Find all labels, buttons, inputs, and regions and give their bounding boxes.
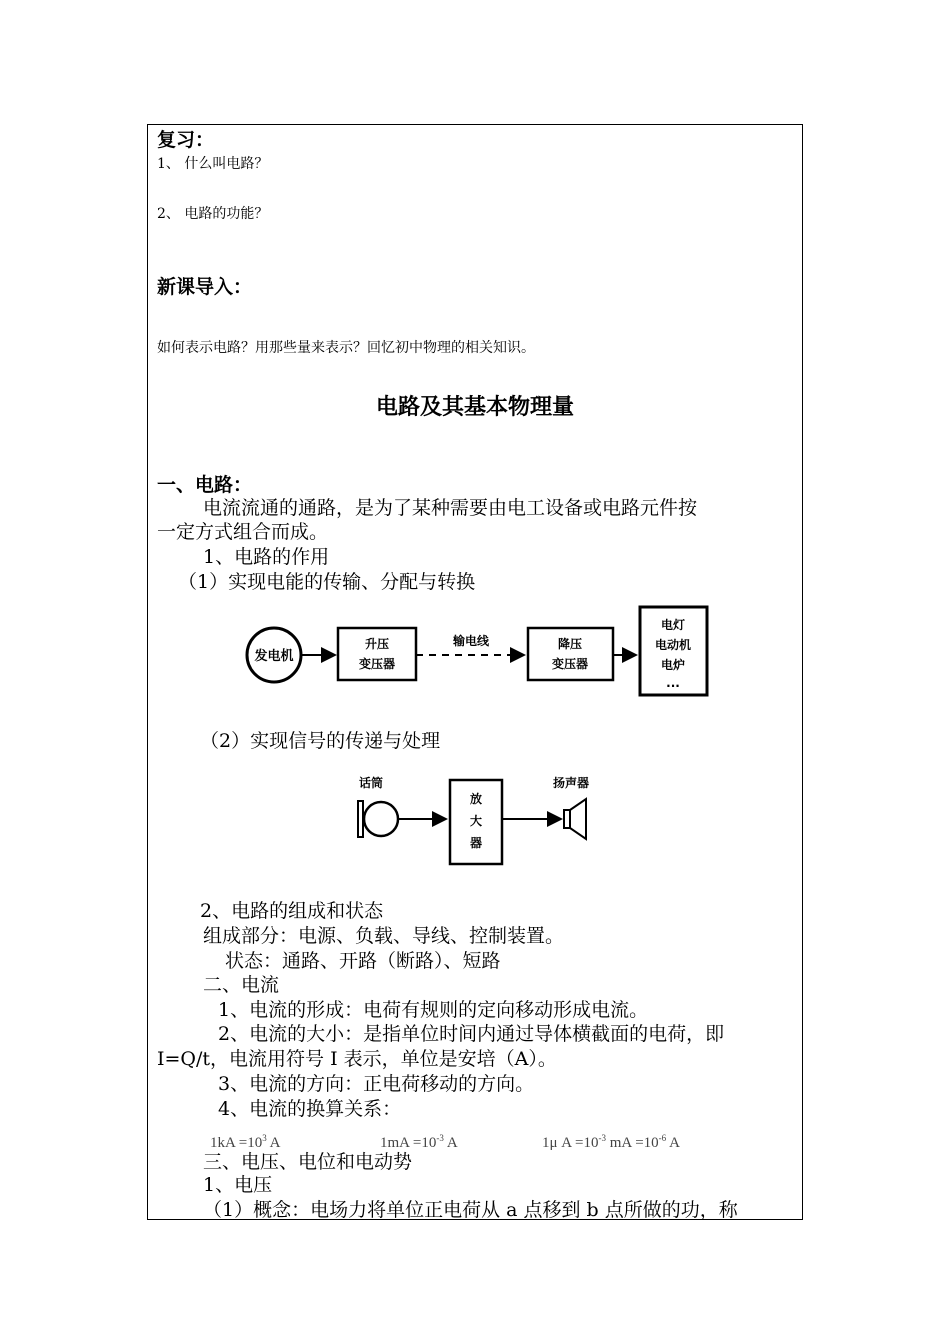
microphone-label: 话筒 xyxy=(358,776,384,790)
load-label-furnace: 电炉 xyxy=(660,658,686,672)
step-up-label-1: 升压 xyxy=(364,637,390,651)
amplifier-label-1: 放 xyxy=(469,792,483,806)
current-direction: 3、电流的方向：正电荷移动的方向。 xyxy=(218,1073,535,1095)
speaker-cone xyxy=(570,799,586,839)
function-item-1: （1）实现电能的传输、分配与转换 xyxy=(178,571,476,593)
load-label-lamp: 电灯 xyxy=(660,618,686,632)
circuit-composition-subheading: 2、电路的组成和状态 xyxy=(200,900,384,922)
current-magnitude-line2: I=Q/t，电流用符号 I 表示，单位是安培（A）。 xyxy=(157,1048,557,1070)
conversion-formula-ma: $1mA =10^{-3}$ A xyxy=(380,1133,458,1151)
step-down-transformer-box xyxy=(528,628,613,680)
step-up-transformer-box xyxy=(338,628,416,680)
conversion-formula-ua: 1μ $A =10^{-3}$ mA $=10^{-6}$ A xyxy=(542,1133,680,1151)
review-heading: 复习： xyxy=(157,129,215,151)
step-down-label-2: 变压器 xyxy=(551,657,589,671)
lesson-frame xyxy=(147,124,803,1220)
generator-label: 发电机 xyxy=(254,649,294,664)
amplifier-label-2: 大 xyxy=(469,814,483,828)
conversion-formula-ka: $1kA =10^3$ A xyxy=(210,1133,281,1151)
microphone-plate xyxy=(358,801,363,837)
current-conversion: 4、电流的换算关系： xyxy=(218,1098,402,1120)
load-label-motor: 电动机 xyxy=(654,638,692,652)
signal-processing-diagram xyxy=(353,775,603,875)
lesson-title: 电路及其基本物理量 xyxy=(375,395,574,420)
step-up-label-2: 变压器 xyxy=(358,657,396,671)
circuit-states: 状态：通路、开路（断路）、短路 xyxy=(225,950,501,972)
circuit-definition-line2: 一定方式组合而成。 xyxy=(157,521,329,543)
review-question-2: 2、 电路的功能？ xyxy=(157,206,269,222)
microphone-circle xyxy=(364,802,398,836)
circuit-definition-line1: 电流流通的通路，是为了某种需要由电工设备或电路元件按 xyxy=(203,497,698,519)
section3-heading: 三、电压、电位和电动势 xyxy=(203,1151,413,1173)
intro-heading: 新课导入： xyxy=(157,276,253,298)
amplifier-label-3: 器 xyxy=(469,836,483,850)
circuit-composition: 组成部分：电源、负载、导线、控制装置。 xyxy=(203,925,565,947)
intro-text: 如何表示电路？用那些量来表示？回忆初中物理的相关知识。 xyxy=(157,340,535,356)
current-magnitude-line1: 2、电流的大小：是指单位时间内通过导体横截面的电荷，即 xyxy=(218,1023,725,1045)
voltage-concept: （1）概念：电场力将单位正电荷从 a 点移到 b 点所做的功，称 xyxy=(203,1199,738,1220)
transmission-line-label: 输电线 xyxy=(452,634,490,648)
section1-heading: 一、电路： xyxy=(157,474,253,496)
load-label-ellipsis: ... xyxy=(666,676,680,690)
review-question-1: 1、 什么叫电路？ xyxy=(157,156,269,172)
speaker-label: 扬声器 xyxy=(552,776,590,790)
voltage-subheading: 1、电压 xyxy=(203,1174,273,1196)
circuit-function-subheading: 1、电路的作用 xyxy=(203,546,330,568)
power-transmission-diagram xyxy=(243,605,723,705)
step-down-label-1: 降压 xyxy=(557,637,583,651)
current-formation: 1、电流的形成：电荷有规则的定向移动形成电流。 xyxy=(218,999,649,1021)
function-item-2: （2）实现信号的传递与处理 xyxy=(200,730,441,752)
section2-heading: 二、电流 xyxy=(203,974,280,996)
